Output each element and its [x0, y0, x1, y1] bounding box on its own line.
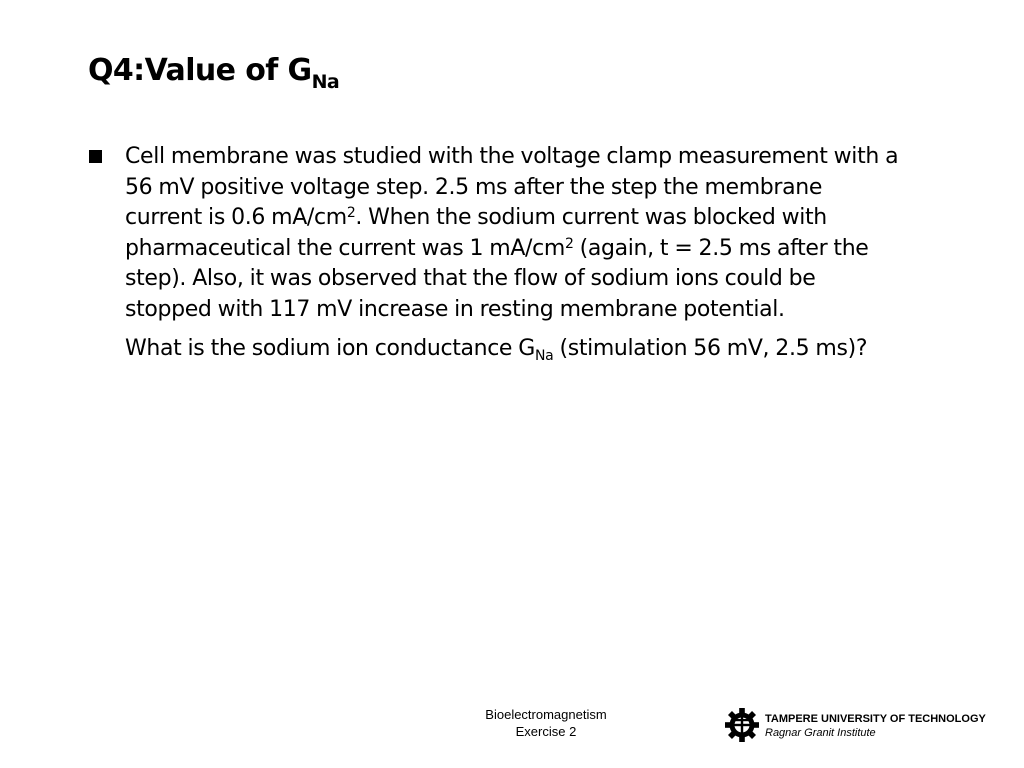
question-text: What is the sodium ion conductance G — [125, 336, 535, 361]
body-line-3 — [125, 203, 975, 234]
body-line-3-text: current is 0.6 mA/cm — [125, 205, 347, 230]
body-line-4-superscript: 2 — [564, 235, 574, 252]
body-line-5: step). Also, it was observed that the flow of sodium ions could be — [125, 266, 816, 291]
university-branding — [765, 712, 986, 740]
question-text-end: (stimulation 56 mV, 2.5 ms)? — [553, 336, 868, 361]
slide-title-main: Q4:Value of G — [88, 53, 312, 88]
question-line — [125, 334, 975, 365]
slide-title-subscript: Na — [311, 71, 340, 93]
university-name: TAMPERE UNIVERSITY OF TECHNOLOGY — [765, 713, 986, 725]
institute-name: Ragnar Granit Institute — [765, 727, 876, 739]
slide-title — [88, 53, 340, 93]
gear-logo-icon — [723, 706, 761, 744]
body-line-4-text: pharmaceutical the current was 1 mA/cm — [125, 235, 565, 261]
body-line-4 — [125, 234, 975, 265]
body-line-3-text-end: . When the sodium current was blocked with — [355, 205, 827, 230]
body-line-3-superscript: 2 — [346, 205, 356, 221]
body-line-1: Cell membrane was studied with the voltage clamp measurement with a — [125, 144, 899, 169]
footer-course-info — [470, 706, 622, 740]
bullet-square-icon — [89, 150, 102, 163]
body-line-2: 56 mV positive voltage step. 2.5 ms after the step the membrane — [125, 174, 823, 200]
question-body — [125, 142, 975, 365]
footer-course: Bioelectromagnetism — [485, 707, 607, 722]
question-subscript: Na — [534, 348, 554, 364]
body-line-4-text-end: (again, t = 2.5 ms after the — [573, 235, 869, 261]
body-line-6: stopped with 117 mV increase in resting membrane potential. — [125, 296, 785, 322]
footer-exercise: Exercise 2 — [515, 724, 577, 739]
